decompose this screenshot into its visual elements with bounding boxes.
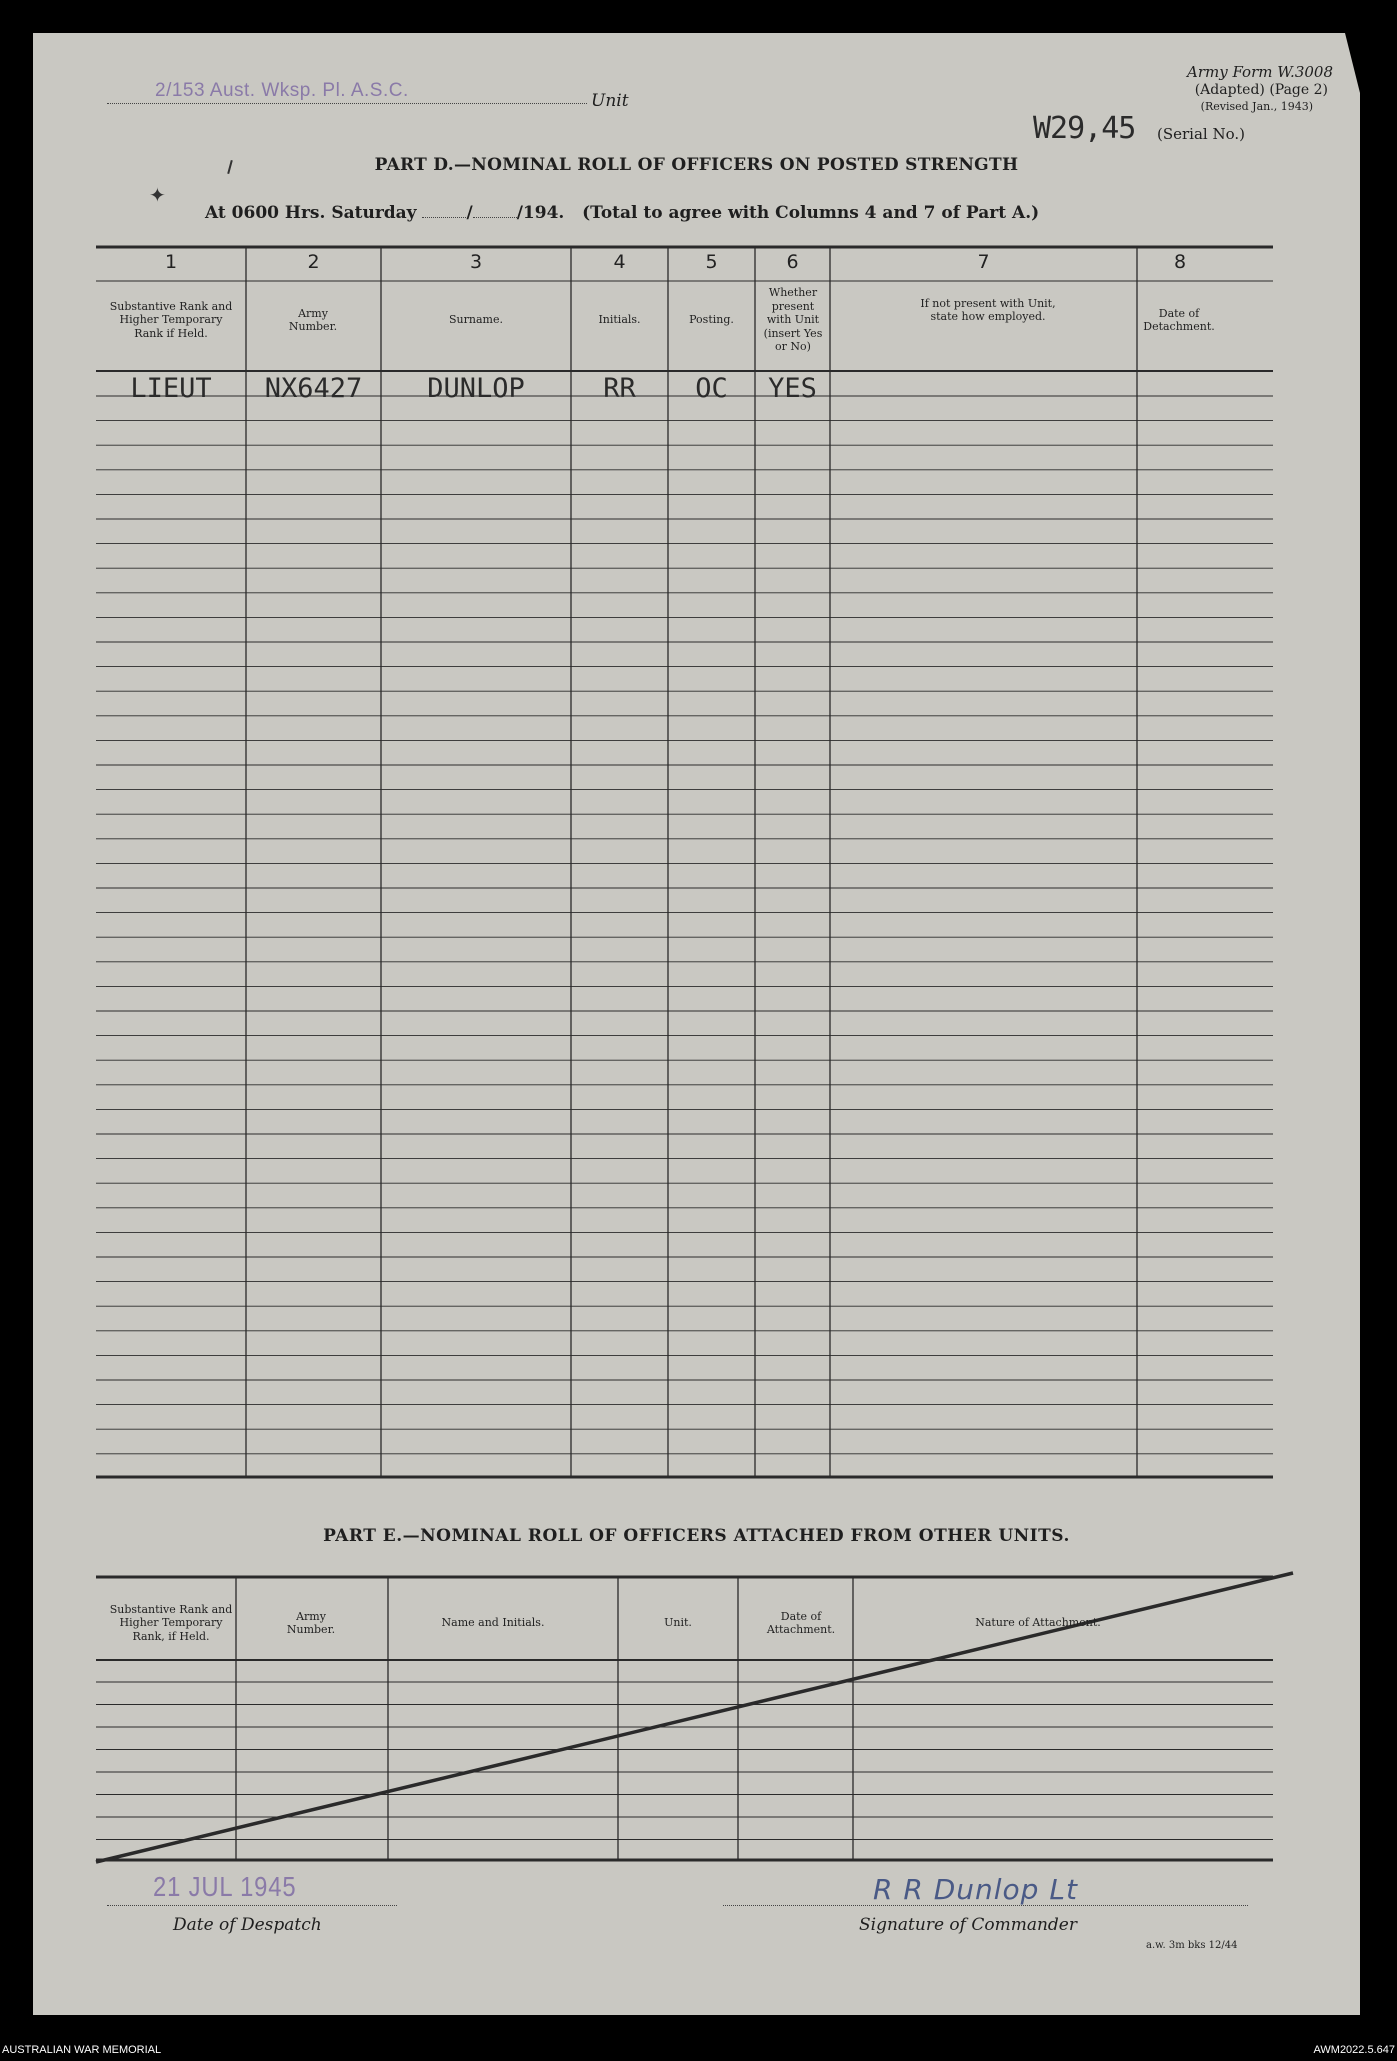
col-label-8: Date of Detachment. <box>1143 306 1215 333</box>
archive-left: AUSTRALIAN WAR MEMORIAL <box>2 2044 162 2056</box>
col-num-2: 2 <box>307 251 320 273</box>
col-label-7: If not present with Unit, state how employed. <box>920 296 1056 323</box>
pencil-mark-2: ✦ <box>149 183 166 207</box>
col-label-4: Initials. <box>598 313 641 327</box>
e-col-label-1: Substantive Rank and Higher Temporary Rank, if Held. <box>109 1602 233 1643</box>
printer-note: a.w. 3m bks 12/44 <box>1146 1940 1238 1951</box>
archive-right: AWM2022.5.647 <box>1313 2044 1395 2056</box>
col-label-2: Army Number. <box>288 306 338 333</box>
commander-signature: R R Dunlop Lt <box>873 1873 1078 1906</box>
col-num-1: 1 <box>164 251 178 273</box>
entry-present: YES <box>768 373 817 404</box>
signature-label: Signature of Commander <box>859 1915 1077 1935</box>
revised-label: (Revised Jan., 1943) <box>1200 100 1313 113</box>
at-line-note: (Total to agree with Columns 4 and 7 of Part A.) <box>582 203 1040 223</box>
at-line-text: At 0600 Hrs. Saturday <box>205 203 417 223</box>
archive-footer <box>0 2036 1397 2061</box>
part-d-title: PART D.—NOMINAL ROLL OF OFFICERS ON POSTED STRENGTH <box>374 155 1019 175</box>
e-col-label-4: Unit. <box>664 1616 692 1630</box>
unit-stamp: 2/153 Aust. Wksp. Pl. A.S.C. <box>155 80 409 101</box>
entry-rank: LIEUT <box>130 373 212 404</box>
e-col-label-3: Name and Initials. <box>441 1616 545 1630</box>
adapted-label: (Adapted) (Page 2) <box>1194 82 1328 98</box>
col-num-7: 7 <box>977 251 990 273</box>
col-label-6: Whether present with Unit (insert Yes or No) <box>763 286 823 354</box>
date-stamp: 21 JUL 1945 <box>153 1871 297 1902</box>
at-line-slash: / <box>466 203 473 223</box>
signature-line <box>723 1905 1248 1906</box>
serial-handwritten: W29,45 <box>1033 111 1136 146</box>
col-label-5: Posting. <box>689 313 734 327</box>
unit-label: Unit <box>591 91 629 111</box>
entry-surname: DUNLOP <box>427 373 525 404</box>
col-num-4: 4 <box>613 251 626 273</box>
date-line <box>107 1905 397 1906</box>
col-label-3: Surname. <box>449 313 503 327</box>
col-num-5: 5 <box>705 251 718 273</box>
entry-posting: OC <box>695 373 728 404</box>
date-label: Date of Despatch <box>173 1915 322 1935</box>
form-sheet <box>33 33 1360 2015</box>
part-e-title: PART E.—NOMINAL ROLL OF OFFICERS ATTACHED FROM OTHER UNITS. <box>323 1526 1070 1546</box>
serial-label: (Serial No.) <box>1157 125 1245 143</box>
army-form-label: Army Form W.3008 <box>1187 63 1333 81</box>
col-num-3: 3 <box>469 251 483 273</box>
at-line-year: /194. <box>516 203 565 223</box>
e-col-label-5: Date of Attachment. <box>766 1609 836 1636</box>
col-num-8: 8 <box>1173 251 1187 273</box>
e-col-label-6: Nature of Attachment. <box>975 1616 1101 1630</box>
col-label-1: Substantive Rank and Higher Temporary Rank if Held. <box>109 299 233 340</box>
entry-army-number: NX6427 <box>264 373 363 404</box>
e-col-label-2: Army Number. <box>286 1609 336 1636</box>
col-num-6: 6 <box>786 251 799 273</box>
entry-initials: RR <box>603 373 636 404</box>
